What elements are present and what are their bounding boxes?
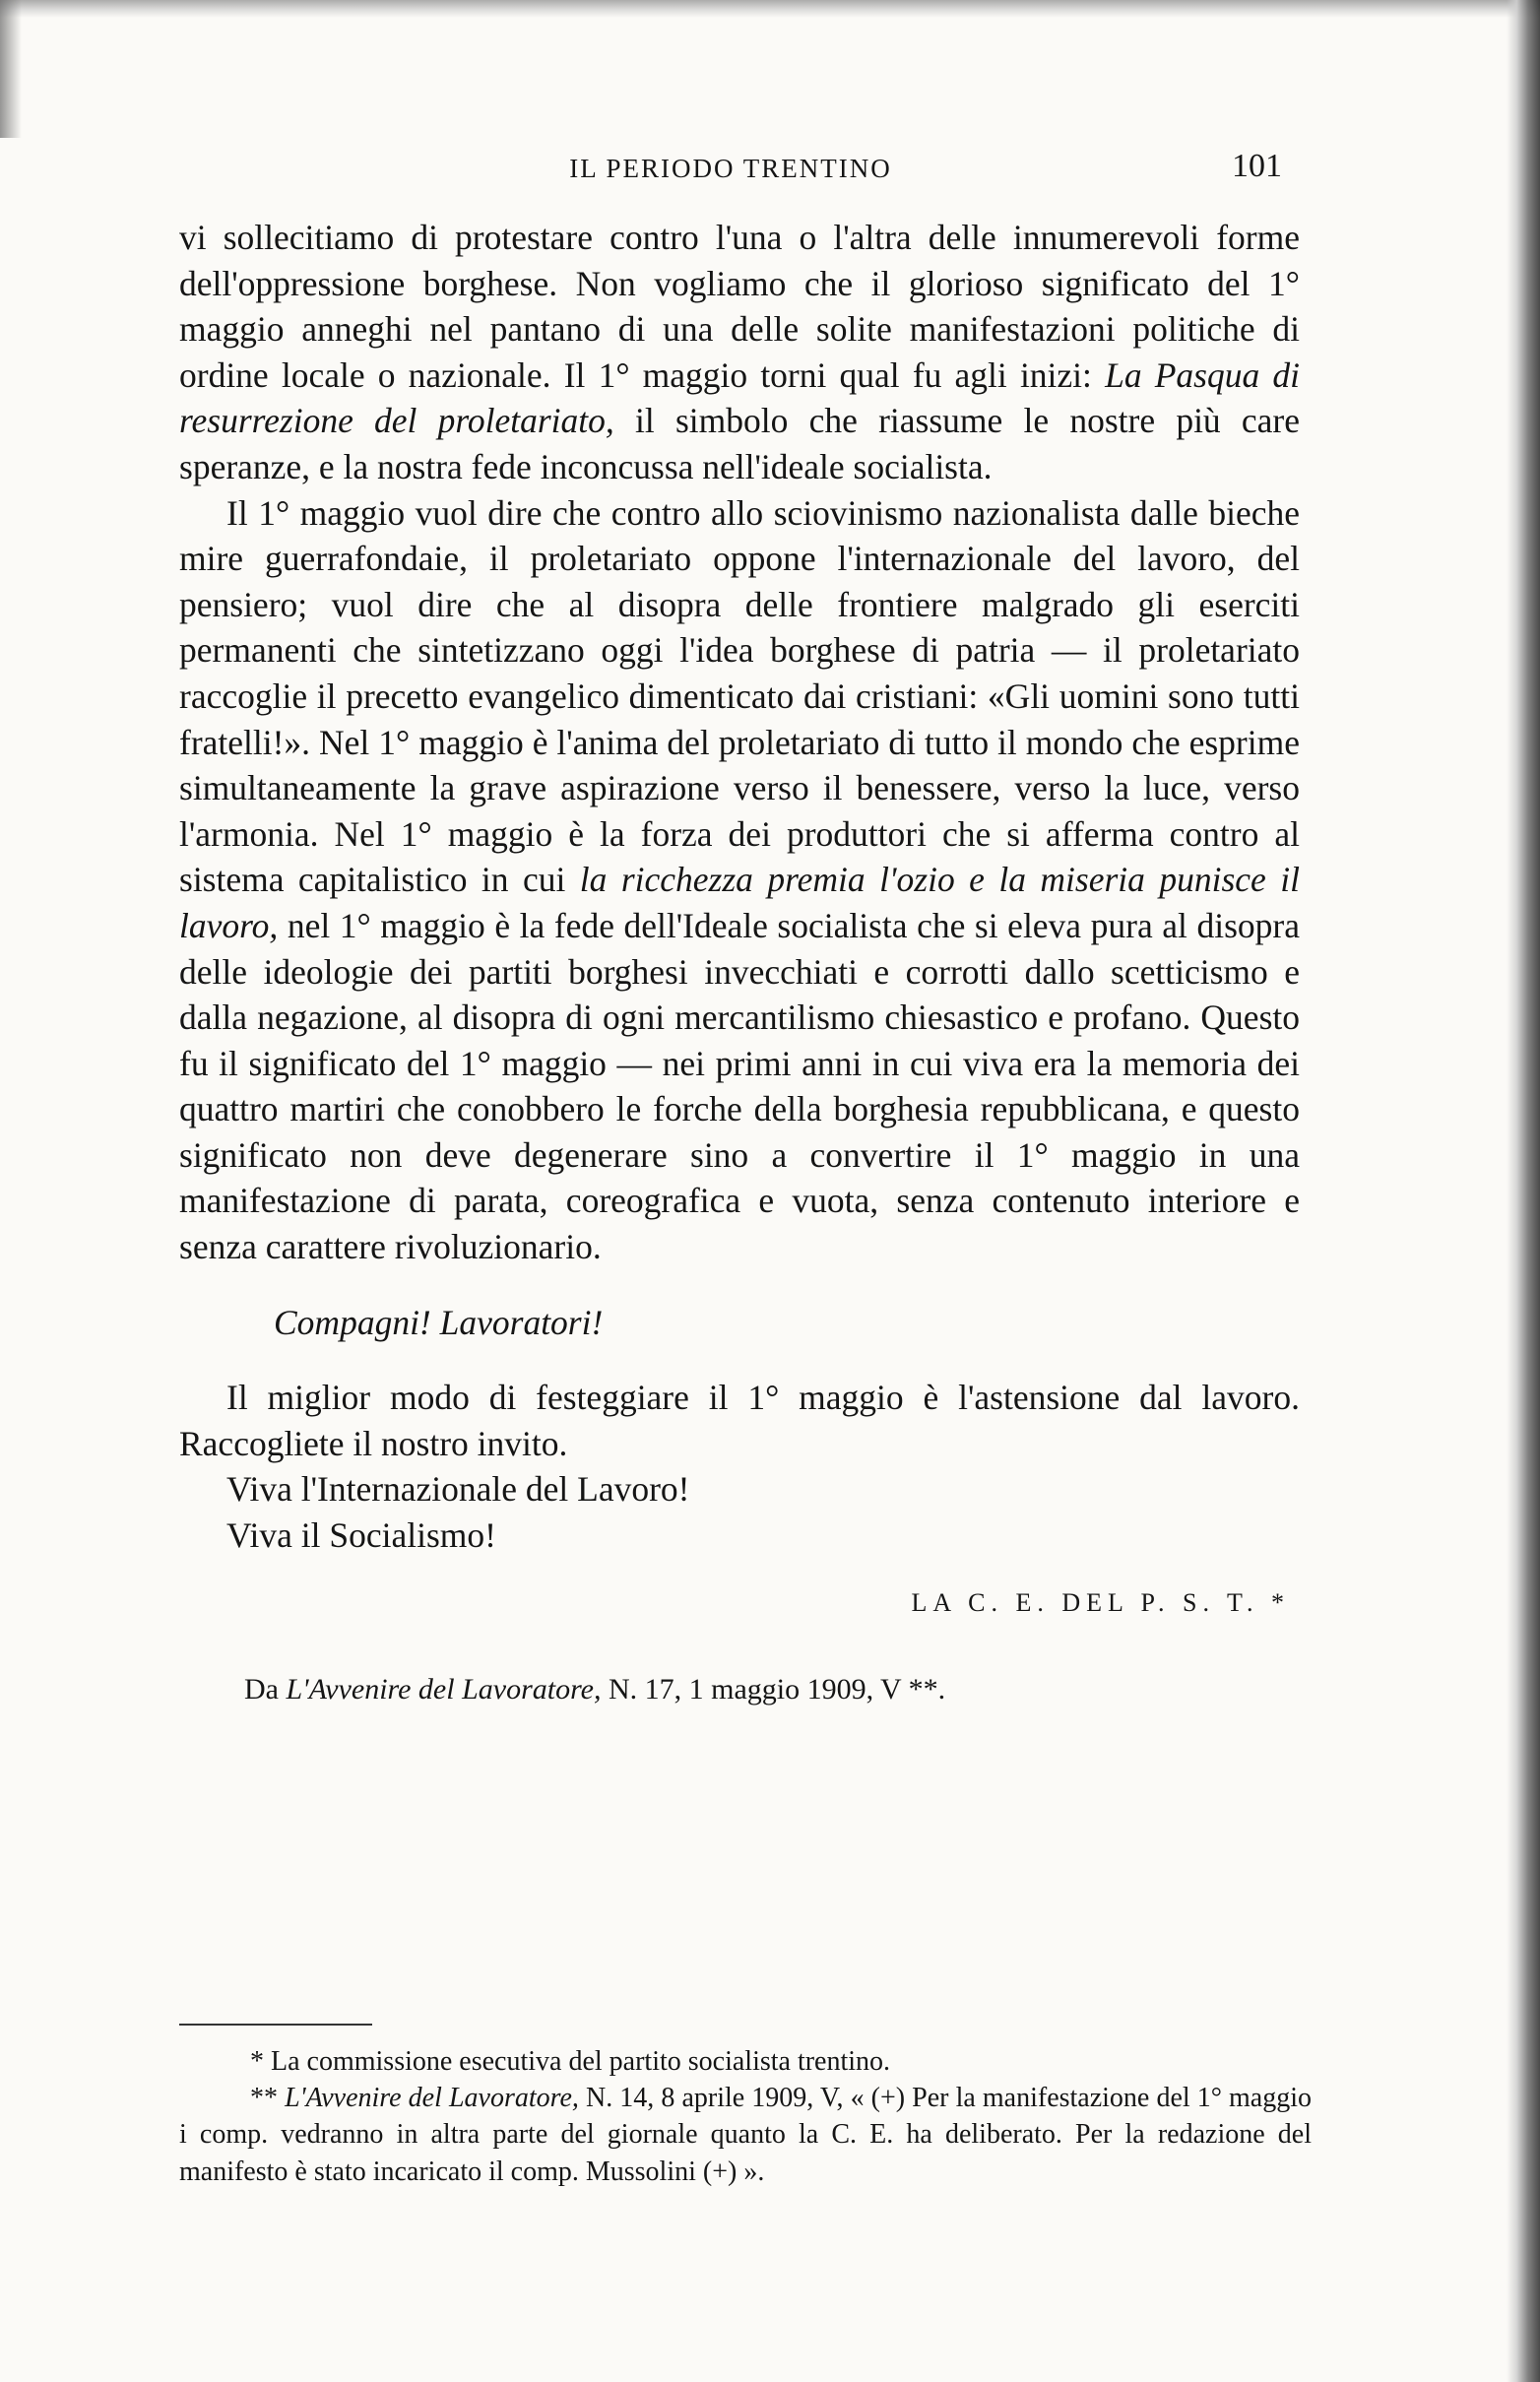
page-number: 101	[1232, 148, 1282, 184]
paragraph-1-text-b: il simbolo che riassume le nostre più care speranze, e la nostra fede inconcussa nell'ideale socialista.	[179, 401, 1301, 486]
paragraph-2-text-a: Il 1° maggio vuol dire che contro allo sciovinismo nazionalista dalle bieche mire guerrafondaie, il proletariato oppone l'internazionale del lavoro, del pensiero; vuol dire che al disopra delle frontiere malgrado gli eserciti permanenti che sintetizzano oggi l'idea borghese di patria — il proletariato raccoglie il precetto evangelico dimenticato dai cristiani: «Gli uomini sono tutti fratelli!». Nel 1° maggio è l'anima del proletariato di tutto il mondo che esprime simultaneamente la grave aspirazione verso il benessere, verso la luce, verso l'armonia. Nel 1° maggio è la forza dei produttori che si afferma contro al sistema capitalistico in cui	[179, 492, 1300, 900]
source-prefix: Da	[244, 1673, 287, 1706]
footnote-rule	[179, 2024, 372, 2026]
footnote-2-prefix: **	[250, 2083, 286, 2114]
paragraph-2	[179, 490, 1300, 1270]
scan-edge-top	[0, 0, 1540, 18]
running-head: IL PERIODO TRENTINO	[569, 154, 892, 183]
main-text	[179, 215, 1300, 1713]
paragraph-2-text-b: nel 1° maggio è la fede dell'Ideale socialista che si eleva pura al disopra delle ideologie dei partiti borghesi invecchiati e corrotti dallo scetticismo e dalla negazione, al disopra di ogni mercantilismo chiesastico e profano. Questo fu il significato del 1° maggio — nei primi anni in cui viva era la memoria dei quattro martiri che conobbero le forche della borghesia repubblicana, e questo significato non deve degenerare sino a convertire il 1° maggio in una manifestazione di parata, coreografica e vuota, senza contenuto interiore e senza carattere rivoluzionario.	[179, 905, 1300, 1267]
footnote-2-rest: N. 14, 8 aprile 1909, V, « (+) Per la manifestazione del 1° maggio i comp. vedranno in altra parte del giornale quanto la C. E. ha deliberato. Per la redazione del manifesto è stato incaricato il comp. Mussolini (+) ».	[179, 2083, 1313, 2187]
scan-edge-left	[0, 0, 22, 138]
footnote-2-title: L'Avvenire del Lavoratore,	[285, 2083, 579, 2114]
scan-edge-right	[1507, 0, 1540, 2382]
page-header	[179, 148, 1282, 197]
source-citation	[179, 1667, 1300, 1713]
slogan-internazionale: Viva l'Internazionale del Lavoro!	[226, 1469, 690, 1510]
salutation: Compagni! Lavoratori!	[274, 1302, 604, 1342]
slogan-socialismo: Viva il Socialismo!	[226, 1515, 496, 1556]
signature: LA C. E. DEL P. S. T. *	[911, 1587, 1290, 1617]
footnote-2	[179, 2080, 1312, 2190]
paragraph-1	[179, 215, 1300, 490]
source-suffix: N. 17, 1 maggio 1909, V **.	[601, 1673, 946, 1706]
paragraph-3: Il miglior modo di festeggiare il 1° maggio è l'astensione dal lavoro. Raccogliete il nostro invito.	[179, 1378, 1300, 1463]
footnote-1: * La commissione esecutiva del partito socialista trentino.	[250, 2046, 891, 2077]
paragraph-1-italic: La Pasqua di resurrezione del proletariato,	[179, 354, 1301, 441]
paragraph-1-text-a: vi sollecitiamo di protestare contro l'una o l'altra delle innumerevoli forme dell'oppressione borghese. Non vogliamo che il glorioso significato del 1° maggio anneghi nel pantano di una delle solite manifestazioni politiche di ordine locale o nazionale. Il 1° maggio torni qual fu agli inizi:	[179, 218, 1300, 395]
paragraph-2-italic: la ricchezza premia l'ozio e la miseria punisce il lavoro,	[179, 860, 1300, 945]
source-title: L'Avvenire del Lavoratore,	[286, 1673, 602, 1706]
footnotes	[179, 2043, 1312, 2190]
